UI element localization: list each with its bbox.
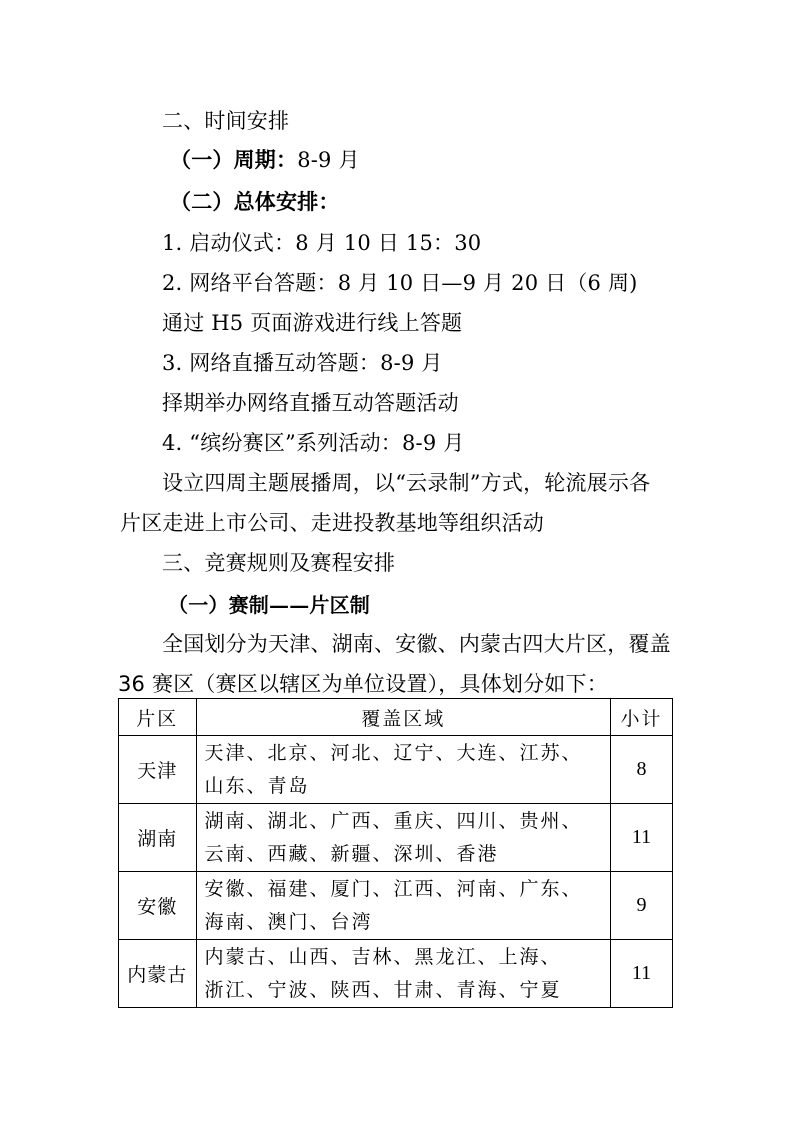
region-name: 湖南 (119, 804, 197, 872)
header-region: 片区 (119, 699, 197, 736)
cycle-value: 8-9 月 (297, 148, 360, 172)
schedule-item-region-desc-line2: 片区走进上市公司、走进投教基地等组织活动 (120, 511, 544, 535)
schedule-item-region-activities: 4. “缤纷赛区”系列活动：8-9 月 (162, 431, 465, 455)
cycle-line (170, 146, 360, 174)
coverage-line: 内蒙古、山西、吉林、黑龙江、上海、 (204, 945, 562, 968)
region-subtotal: 11 (611, 804, 673, 872)
table-row (119, 804, 673, 872)
table-header-row (119, 699, 673, 736)
region-coverage (196, 940, 610, 1008)
section-3-heading: 三、竞赛规则及赛程安排 (162, 551, 396, 575)
region-subtotal: 8 (611, 736, 673, 804)
region-table (118, 698, 673, 1008)
coverage-line: 山东、青岛 (204, 774, 310, 797)
coverage-line: 浙江、宁波、陕西、甘肃、青海、宁夏 (204, 978, 562, 1001)
table-row (119, 940, 673, 1008)
region-coverage (196, 736, 610, 804)
section-2-heading: 二、时间安排 (162, 109, 290, 133)
region-name: 天津 (119, 736, 197, 804)
schedule-item-launch: 1. 启动仪式：8 月 10 日 15：30 (162, 231, 482, 255)
region-name: 安徽 (119, 872, 197, 940)
header-subtotal: 小计 (611, 699, 673, 736)
region-coverage (196, 872, 610, 940)
coverage-line: 云南、西藏、新疆、深圳、香港 (204, 842, 499, 865)
schedule-item-online-quiz-desc: 通过 H5 页面游戏进行线上答题 (162, 311, 463, 335)
schedule-item-region-desc-line1: 设立四周主题展播周，以“云录制”方式，轮流展示各 (162, 471, 651, 495)
cycle-label: （一）周期： (170, 148, 298, 172)
table-row (119, 736, 673, 804)
schedule-item-live-quiz-desc: 择期举办网络直播互动答题活动 (162, 391, 459, 415)
region-name: 内蒙古 (119, 940, 197, 1008)
division-paragraph-line1: 全国划分为天津、湖南、安徽、内蒙古四大片区，覆盖 (162, 632, 671, 656)
header-coverage: 覆盖区域 (196, 699, 610, 736)
region-coverage (196, 804, 610, 872)
region-subtotal: 9 (611, 872, 673, 940)
coverage-line: 天津、北京、河北、辽宁、大连、江苏、 (204, 741, 583, 764)
schedule-item-online-quiz: 2. 网络平台答题：8 月 10 日—9 月 20 日（6 周) (162, 271, 638, 295)
division-paragraph-line2: 36 赛区（赛区以辖区为单位设置），具体划分如下： (118, 672, 608, 696)
coverage-line: 海南、澳门、台湾 (204, 910, 373, 933)
schedule-item-live-quiz: 3. 网络直播互动答题：8-9 月 (162, 351, 443, 375)
coverage-line: 湖南、湖北、广西、重庆、四川、贵州、 (204, 809, 583, 832)
competition-format-heading: （一）赛制——片区制 (168, 593, 370, 617)
table-row (119, 872, 673, 940)
coverage-line: 安徽、福建、厦门、江西、河南、广东、 (204, 877, 583, 900)
region-subtotal: 11 (611, 940, 673, 1008)
overall-plan-label: （二）总体安排： (170, 190, 340, 214)
